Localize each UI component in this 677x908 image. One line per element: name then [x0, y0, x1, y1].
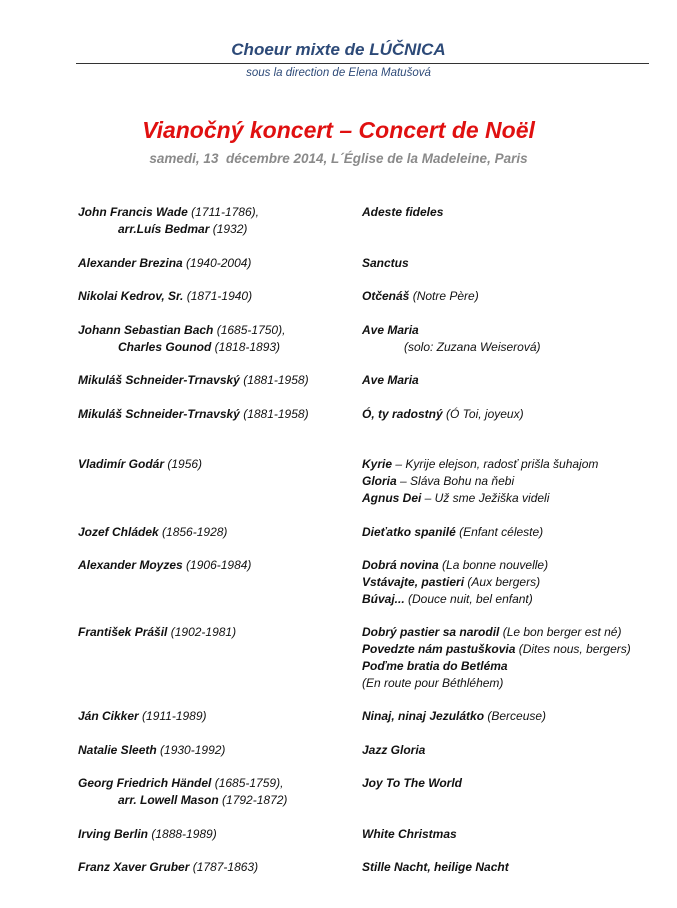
piece-line [362, 574, 662, 591]
composer-dates: (1818-1893) [211, 340, 281, 354]
piece-line [362, 557, 662, 574]
composer-line [78, 372, 358, 389]
composer-name: Ján Cikker [78, 709, 139, 723]
composer-cell [78, 624, 358, 641]
composer-cell [78, 456, 358, 473]
piece-translation: (Douce nuit, bel enfant) [404, 592, 533, 606]
composer-cell [78, 742, 358, 759]
composer-line [78, 221, 358, 238]
piece-cell [362, 708, 662, 725]
piece-cell [362, 826, 662, 843]
piece-line [362, 456, 662, 473]
composer-name: Irving Berlin [78, 827, 149, 841]
piece-line [362, 775, 662, 792]
composer-dates: (1871-1940) [183, 289, 253, 303]
composer-dates: (1792-1872) [218, 793, 288, 807]
composer-name: arr. Lowell Mason [118, 793, 219, 807]
piece-line [362, 322, 662, 339]
piece-cell [362, 406, 662, 423]
piece-line [362, 708, 662, 725]
composer-cell [78, 826, 358, 843]
piece-translation: (Berceuse) [484, 709, 547, 723]
composer-dates: (1930-1992) [156, 743, 226, 757]
piece-title: Jazz Gloria [362, 743, 426, 757]
piece-title: White Christmas [362, 827, 457, 841]
piece-title: Dieťatko spanilé [362, 525, 456, 539]
composer-dates: (1911-1989) [138, 709, 207, 723]
composer-line [78, 204, 358, 221]
composer-name: Mikuláš Schneider-Trnavský [78, 407, 240, 421]
piece-translation: (Dites nous, bergers) [515, 642, 631, 656]
composer-line [78, 255, 358, 272]
piece-title: Ninaj, ninaj Jezulátko [362, 709, 485, 723]
composer-name: Georg Friedrich Händel [78, 776, 212, 790]
composer-cell [78, 322, 358, 356]
piece-translation: (Enfant céleste) [455, 525, 544, 539]
composer-dates: (1787-1863) [189, 860, 259, 874]
composer-name: Vladimír Godár [78, 457, 165, 471]
composer-dates: (1685-1750), [213, 323, 286, 337]
piece-line [362, 406, 662, 423]
piece-translation: (En route pour Béthléhem) [362, 676, 504, 690]
piece-cell [362, 204, 662, 221]
piece-cell [362, 255, 662, 272]
piece-line [362, 658, 662, 675]
piece-title: Kyrie [362, 457, 393, 471]
piece-translation: (Aux bergers) [464, 575, 541, 589]
composer-dates: (1956) [164, 457, 203, 471]
composer-cell [78, 557, 358, 574]
piece-title: Búvaj... [362, 592, 405, 606]
composer-dates: (1888-1989) [148, 827, 217, 841]
composer-dates: (1906-1984) [182, 558, 252, 572]
piece-line [362, 675, 662, 692]
composer-name: Nikolai Kedrov, Sr. [78, 289, 184, 303]
piece-line [362, 204, 662, 221]
concert-date-venue: samedi, 13 décembre 2014, L´Église de la Madeleine, Paris [149, 151, 528, 166]
composer-cell [78, 255, 358, 272]
piece-title: Adeste fideles [362, 205, 444, 219]
composer-name: arr.Luís Bedmar [118, 222, 210, 236]
composer-line [78, 456, 358, 473]
composer-dates: (1856-1928) [158, 525, 228, 539]
piece-title: Dobrá novina [362, 558, 439, 572]
composer-line [78, 826, 358, 843]
piece-title: Ó, ty radostný [362, 407, 443, 421]
composer-name: Franz Xaver Gruber [78, 860, 190, 874]
director-line: sous la direction de Elena Matušová [246, 67, 431, 79]
piece-cell [362, 288, 662, 305]
composer-line [78, 406, 358, 423]
composer-dates: (1902-1981) [167, 625, 237, 639]
composer-dates: (1711-1786), [187, 205, 259, 219]
composer-line [78, 524, 358, 541]
piece-cell [362, 742, 662, 759]
piece-line [362, 288, 662, 305]
composer-dates: (1932) [209, 222, 248, 236]
composer-name: Natalie Sleeth [78, 743, 157, 757]
composer-cell [78, 204, 358, 238]
piece-translation: (La bonne nouvelle) [438, 558, 549, 572]
composer-name: Johann Sebastian Bach [78, 323, 214, 337]
piece-line [362, 859, 662, 876]
composer-cell [78, 775, 358, 809]
composer-line [78, 339, 358, 356]
piece-cell [362, 624, 662, 692]
composer-line [78, 792, 358, 809]
composer-name: John Francis Wade [78, 205, 188, 219]
piece-translation: – Kyrije elejson, radosť prišla šuhajom [392, 457, 599, 471]
composer-cell [78, 288, 358, 305]
composer-name: František Prášil [78, 625, 168, 639]
piece-cell [362, 557, 662, 608]
composer-line [78, 557, 358, 574]
piece-title: Poďme bratia do Betléma [362, 659, 508, 673]
concert-title: Vianočný koncert – Concert de Noël [142, 117, 535, 143]
composer-name: Charles Gounod [118, 340, 212, 354]
composer-dates: (1881-1958) [239, 407, 309, 421]
piece-title: Stille Nacht, heilige Nacht [362, 860, 509, 874]
piece-translation: – Sláva Bohu na ňebi [396, 474, 515, 488]
composer-line [78, 742, 358, 759]
piece-translation: (Le bon berger est né) [499, 625, 622, 639]
choir-name: Choeur mixte de LÚČNICA [231, 40, 446, 59]
composer-name: Alexander Moyzes [78, 558, 183, 572]
composer-cell [78, 859, 358, 876]
piece-title: Vstávajte, pastieri [362, 575, 465, 589]
composer-cell [78, 406, 358, 423]
piece-cell [362, 372, 662, 389]
piece-line [362, 490, 662, 507]
composer-cell [78, 372, 358, 389]
piece-title: Ave Maria [362, 323, 419, 337]
composer-line [78, 288, 358, 305]
piece-translation: (Ó Toi, joyeux) [442, 407, 524, 421]
piece-cell [362, 456, 662, 507]
piece-line [362, 742, 662, 759]
composer-dates: (1685-1759), [211, 776, 284, 790]
composer-name: Jozef Chládek [78, 525, 159, 539]
piece-title: Ave Maria [362, 373, 419, 387]
piece-title: Sanctus [362, 256, 409, 270]
piece-translation: (solo: Zuzana Weiserová) [404, 340, 541, 354]
composer-line [78, 775, 358, 792]
composer-cell [78, 524, 358, 541]
composer-name: Alexander Brezina [78, 256, 183, 270]
composer-cell [78, 708, 358, 725]
piece-title: Joy To The World [362, 776, 463, 790]
piece-line [362, 473, 662, 490]
piece-title: Otčenáš [362, 289, 410, 303]
piece-line [362, 591, 662, 608]
piece-translation: – Už sme Ježiška videli [421, 491, 550, 505]
piece-title: Gloria [362, 474, 397, 488]
piece-title: Dobrý pastier sa narodil [362, 625, 500, 639]
piece-line [362, 641, 662, 658]
piece-cell [362, 775, 662, 792]
piece-cell [362, 524, 662, 541]
composer-line [78, 322, 358, 339]
composer-line [78, 708, 358, 725]
piece-cell [362, 322, 662, 356]
piece-line [362, 826, 662, 843]
composer-dates: (1940-2004) [182, 256, 252, 270]
piece-title: Agnus Dei [362, 491, 422, 505]
composer-name: Mikuláš Schneider-Trnavský [78, 373, 240, 387]
composer-dates: (1881-1958) [239, 373, 309, 387]
composer-line [78, 859, 358, 876]
piece-line [362, 372, 662, 389]
piece-line [362, 524, 662, 541]
piece-translation: (Notre Père) [409, 289, 479, 303]
piece-line [362, 255, 662, 272]
piece-title: Povedzte nám pastuškovia [362, 642, 516, 656]
composer-line [78, 624, 358, 641]
piece-line [362, 339, 662, 356]
piece-line [362, 624, 662, 641]
piece-cell [362, 859, 662, 876]
